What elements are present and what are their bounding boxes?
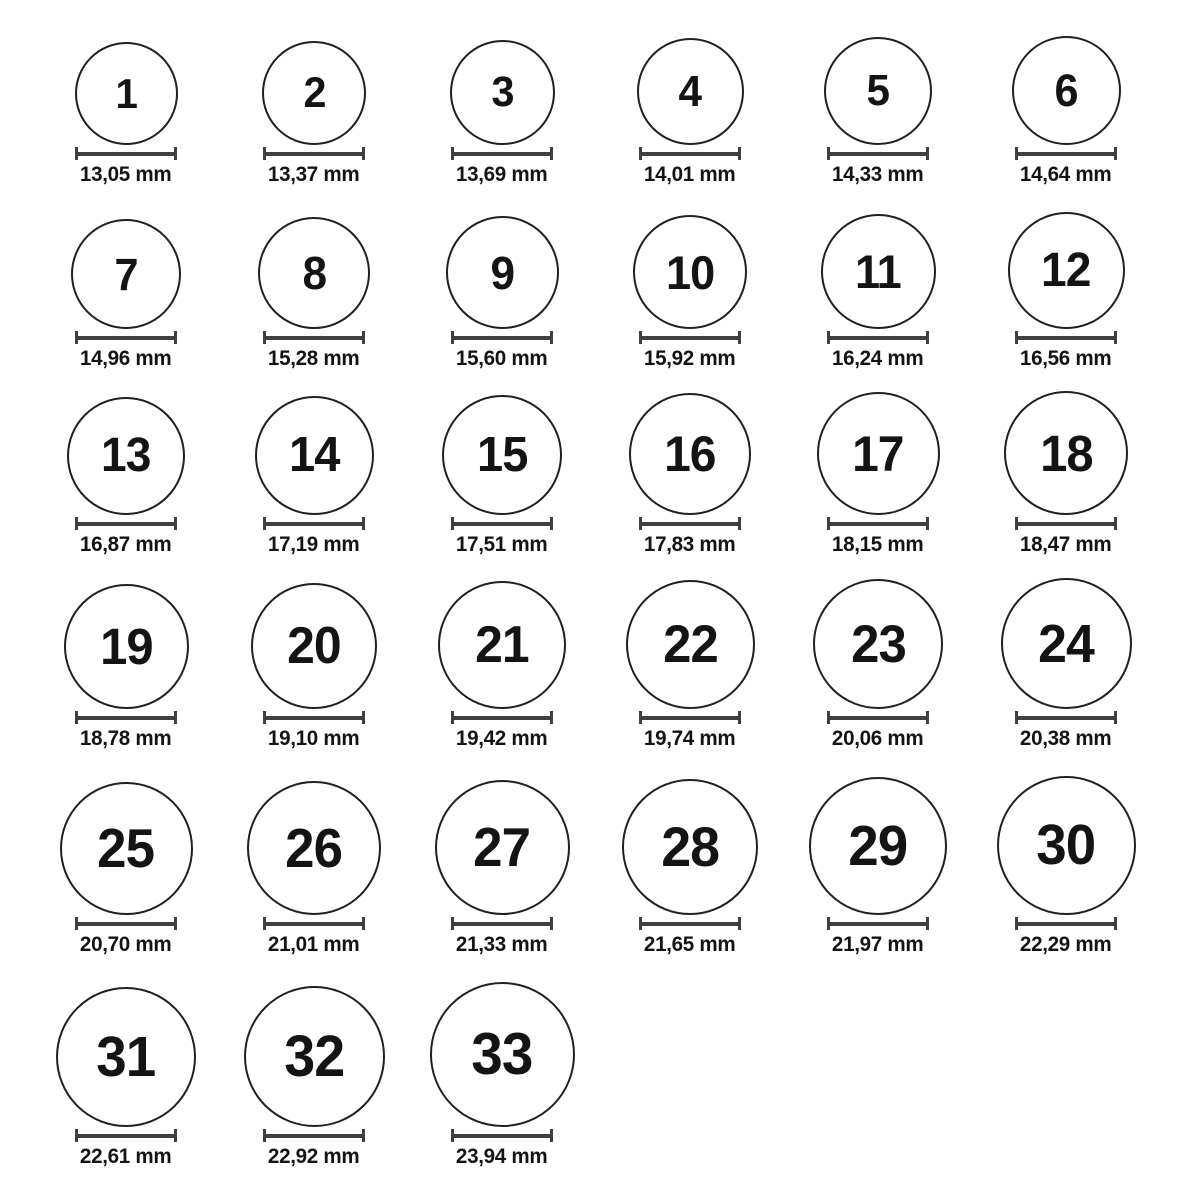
diameter-label: 14,01 mm [644, 163, 736, 186]
diameter-ruler [1015, 331, 1117, 344]
diameter-label: 18,47 mm [1020, 533, 1112, 556]
diameter-label: 13,37 mm [268, 163, 360, 186]
diameter-label: 16,24 mm [832, 347, 924, 370]
diameter-ruler [1015, 711, 1117, 724]
diameter-label: 16,87 mm [80, 533, 172, 556]
ruler-right-tick-icon [174, 331, 177, 344]
ring-circle [442, 395, 562, 515]
ruler-bar [75, 522, 177, 526]
ring-size-cell [220, 0, 408, 188]
ring-circle [258, 217, 370, 329]
ruler-bar [639, 716, 741, 720]
ring-size-cell [596, 752, 784, 958]
ruler-right-tick-icon [174, 147, 177, 160]
ring-size-cell [408, 372, 596, 558]
ring-size-cell [32, 958, 220, 1200]
ring-circle [813, 579, 943, 709]
ruler-right-tick-icon [174, 1129, 177, 1142]
diameter-ruler [75, 517, 177, 530]
diameter-label: 21,01 mm [268, 933, 360, 956]
ring-size-number: 17 [852, 425, 904, 482]
ruler-bar [75, 922, 177, 926]
diameter-label: 14,96 mm [80, 347, 172, 370]
diameter-label: 17,51 mm [456, 533, 548, 556]
diameter-label: 20,70 mm [80, 933, 172, 956]
ring-size-number: 13 [101, 429, 151, 482]
ring-circle [997, 776, 1136, 915]
ring-size-cell [32, 372, 220, 558]
ruler-right-tick-icon [174, 711, 177, 724]
diameter-label: 19,74 mm [644, 727, 736, 750]
ring-circle [244, 986, 385, 1127]
ring-size-cell [408, 0, 596, 188]
ring-size-cell [972, 558, 1160, 752]
diameter-ruler [1015, 917, 1117, 930]
ruler-right-tick-icon [738, 517, 741, 530]
ruler-bar [263, 922, 365, 926]
diameter-label: 22,92 mm [268, 1145, 360, 1168]
ruler-bar [1015, 336, 1117, 340]
diameter-label: 15,28 mm [268, 347, 360, 370]
ruler-right-tick-icon [1114, 147, 1117, 160]
ring-size-number: 18 [1039, 424, 1093, 482]
ruler-bar [263, 336, 365, 340]
ruler-bar [639, 922, 741, 926]
ruler-right-tick-icon [550, 1129, 553, 1142]
ring-size-number: 31 [96, 1024, 156, 1089]
diameter-ruler [827, 517, 929, 530]
ruler-bar [75, 716, 177, 720]
ring-size-number: 14 [288, 428, 340, 482]
ring-size-number: 25 [97, 817, 155, 879]
ring-circle [450, 40, 555, 145]
ring-circle [262, 41, 366, 145]
diameter-label: 13,05 mm [80, 163, 172, 186]
ring-size-number: 20 [287, 617, 341, 675]
ring-circle [821, 214, 936, 329]
ruler-right-tick-icon [550, 331, 553, 344]
ruler-bar [75, 152, 177, 156]
diameter-ruler [75, 917, 177, 930]
diameter-ruler [263, 1129, 365, 1142]
ring-size-cell [784, 188, 972, 372]
diameter-label: 21,97 mm [832, 933, 924, 956]
ring-size-number: 30 [1036, 813, 1096, 877]
ring-size-cell [32, 752, 220, 958]
diameter-label: 13,69 mm [456, 163, 548, 186]
ruler-bar [451, 336, 553, 340]
diameter-label: 19,42 mm [456, 727, 548, 750]
ring-circle [1004, 391, 1128, 515]
ruler-right-tick-icon [738, 711, 741, 724]
ring-circle [626, 580, 755, 709]
ruler-bar [639, 152, 741, 156]
ring-size-cell [784, 372, 972, 558]
diameter-ruler [639, 711, 741, 724]
ring-size-cell [32, 558, 220, 752]
ring-circle [255, 396, 374, 515]
ring-circle [637, 38, 744, 145]
ruler-bar [75, 1134, 177, 1138]
ruler-right-tick-icon [1114, 331, 1117, 344]
ruler-bar [1015, 922, 1117, 926]
ruler-right-tick-icon [926, 517, 929, 530]
diameter-ruler [827, 917, 929, 930]
ring-size-number: 19 [99, 618, 153, 675]
ring-circle [1012, 36, 1121, 145]
ruler-right-tick-icon [1114, 917, 1117, 930]
ruler-bar [1015, 716, 1117, 720]
ruler-right-tick-icon [362, 917, 365, 930]
diameter-ruler [827, 711, 929, 724]
ring-size-number: 12 [1041, 243, 1091, 297]
diameter-label: 18,78 mm [80, 727, 172, 750]
ring-size-cell [784, 752, 972, 958]
ring-size-cell [32, 0, 220, 188]
diameter-ruler [451, 711, 553, 724]
ring-size-cell [408, 958, 596, 1200]
diameter-ruler [639, 147, 741, 160]
ruler-bar [451, 522, 553, 526]
ruler-bar [263, 1134, 365, 1138]
ruler-bar [827, 152, 929, 156]
ruler-right-tick-icon [926, 331, 929, 344]
ruler-right-tick-icon [550, 517, 553, 530]
ring-size-number: 3 [490, 68, 513, 116]
ring-size-cell [972, 752, 1160, 958]
ring-size-number: 6 [1054, 65, 1078, 116]
diameter-ruler [75, 331, 177, 344]
diameter-label: 15,92 mm [644, 347, 736, 370]
diameter-ruler [451, 331, 553, 344]
ring-circle [1008, 212, 1125, 329]
diameter-ruler [827, 331, 929, 344]
ring-size-cell [220, 752, 408, 958]
ring-circle [438, 581, 566, 709]
ring-size-cell [408, 188, 596, 372]
diameter-label: 19,10 mm [268, 727, 360, 750]
ruler-right-tick-icon [1114, 517, 1117, 530]
diameter-label: 20,06 mm [832, 727, 924, 750]
ring-circle [56, 987, 196, 1127]
ruler-right-tick-icon [738, 147, 741, 160]
ring-size-cell [596, 188, 784, 372]
diameter-ruler [263, 711, 365, 724]
ring-circle [251, 583, 377, 709]
diameter-ruler [263, 517, 365, 530]
ruler-bar [263, 716, 365, 720]
ring-circle [824, 37, 932, 145]
ring-circle [1001, 578, 1132, 709]
ring-circle [60, 782, 193, 915]
ruler-bar [263, 152, 365, 156]
ruler-right-tick-icon [738, 917, 741, 930]
diameter-ruler [263, 331, 365, 344]
ring-size-cell [596, 558, 784, 752]
ring-circle [64, 584, 189, 709]
ring-circle [446, 216, 559, 329]
ruler-right-tick-icon [174, 917, 177, 930]
ring-size-cell [596, 0, 784, 188]
ring-size-number: 2 [302, 68, 325, 117]
ring-size-cell [972, 372, 1160, 558]
ring-size-cell [220, 188, 408, 372]
diameter-ruler [827, 147, 929, 160]
ring-circle [629, 393, 751, 515]
diameter-label: 18,15 mm [832, 533, 924, 556]
ruler-right-tick-icon [174, 517, 177, 530]
ruler-bar [639, 336, 741, 340]
ruler-right-tick-icon [926, 711, 929, 724]
diameter-ruler [639, 917, 741, 930]
ring-circle [430, 982, 575, 1127]
diameter-label: 17,83 mm [644, 533, 736, 556]
ring-size-number: 22 [662, 615, 718, 674]
diameter-ruler [1015, 147, 1117, 160]
diameter-ruler [451, 1129, 553, 1142]
diameter-label: 15,60 mm [456, 347, 548, 370]
ruler-bar [75, 336, 177, 340]
ruler-bar [263, 522, 365, 526]
ring-size-cell [596, 372, 784, 558]
ring-size-number: 33 [471, 1021, 533, 1087]
ring-circle [817, 392, 940, 515]
ring-size-cell [220, 372, 408, 558]
ring-size-number: 1 [115, 69, 137, 117]
ring-size-number: 10 [665, 245, 715, 299]
diameter-label: 23,94 mm [456, 1145, 548, 1168]
ruler-bar [827, 522, 929, 526]
ring-size-cell [32, 188, 220, 372]
ruler-right-tick-icon [362, 331, 365, 344]
diameter-label: 14,33 mm [832, 163, 924, 186]
ring-size-cell [220, 958, 408, 1200]
diameter-ruler [451, 517, 553, 530]
ruler-right-tick-icon [550, 147, 553, 160]
ring-size-number: 27 [473, 816, 531, 878]
ring-circle [71, 219, 181, 329]
ring-size-number: 21 [475, 616, 529, 674]
ruler-bar [451, 716, 553, 720]
diameter-ruler [639, 517, 741, 530]
ruler-right-tick-icon [362, 147, 365, 160]
ring-circle [75, 42, 178, 145]
ruler-bar [1015, 522, 1117, 526]
ring-circle [633, 215, 747, 329]
ring-size-number: 8 [302, 247, 326, 299]
diameter-ruler [75, 711, 177, 724]
ring-size-cell [408, 752, 596, 958]
ring-size-number: 29 [848, 813, 908, 878]
ring-size-number: 15 [476, 427, 528, 482]
ruler-bar [451, 922, 553, 926]
ring-size-cell [972, 0, 1160, 188]
ruler-bar [827, 336, 929, 340]
ring-size-number: 4 [678, 66, 702, 116]
ruler-right-tick-icon [1114, 711, 1117, 724]
ring-size-number: 24 [1038, 613, 1094, 674]
ruler-bar [639, 522, 741, 526]
diameter-label: 16,56 mm [1020, 347, 1112, 370]
diameter-ruler [75, 147, 177, 160]
ruler-bar [1015, 152, 1117, 156]
ruler-right-tick-icon [362, 517, 365, 530]
ring-size-cell [784, 558, 972, 752]
ruler-right-tick-icon [926, 917, 929, 930]
ring-size-number: 5 [866, 66, 890, 115]
diameter-ruler [75, 1129, 177, 1142]
diameter-ruler [451, 917, 553, 930]
diameter-label: 17,19 mm [268, 533, 360, 556]
diameter-ruler [451, 147, 553, 160]
ring-size-number: 26 [285, 816, 343, 879]
ring-size-cell [408, 558, 596, 752]
ruler-bar [451, 152, 553, 156]
diameter-label: 21,33 mm [456, 933, 548, 956]
ring-size-number: 9 [490, 246, 514, 299]
diameter-ruler [639, 331, 741, 344]
diameter-ruler [263, 147, 365, 160]
ring-circle [67, 397, 185, 515]
diameter-label: 21,65 mm [644, 933, 736, 956]
ring-size-cell [972, 188, 1160, 372]
ruler-right-tick-icon [362, 1129, 365, 1142]
diameter-label: 22,61 mm [80, 1145, 172, 1168]
ruler-bar [451, 1134, 553, 1138]
ring-size-number: 28 [661, 815, 719, 878]
ruler-right-tick-icon [550, 711, 553, 724]
ruler-right-tick-icon [362, 711, 365, 724]
ring-circle [435, 780, 570, 915]
ring-size-cell [784, 0, 972, 188]
diameter-ruler [263, 917, 365, 930]
diameter-ruler [1015, 517, 1117, 530]
ring-size-number: 7 [114, 248, 138, 300]
ruler-bar [827, 716, 929, 720]
diameter-label: 14,64 mm [1020, 163, 1112, 186]
diameter-label: 22,29 mm [1020, 933, 1112, 956]
diameter-label: 20,38 mm [1020, 727, 1112, 750]
ring-size-number: 32 [283, 1023, 344, 1089]
ring-circle [622, 779, 758, 915]
ruler-right-tick-icon [738, 331, 741, 344]
ring-size-number: 11 [855, 245, 901, 298]
ring-circle [809, 777, 947, 915]
ring-circle [247, 781, 381, 915]
ring-size-cell [220, 558, 408, 752]
ring-size-number: 23 [850, 614, 906, 674]
ruler-right-tick-icon [550, 917, 553, 930]
ring-size-number: 16 [664, 426, 716, 482]
ruler-right-tick-icon [926, 147, 929, 160]
ruler-bar [827, 922, 929, 926]
